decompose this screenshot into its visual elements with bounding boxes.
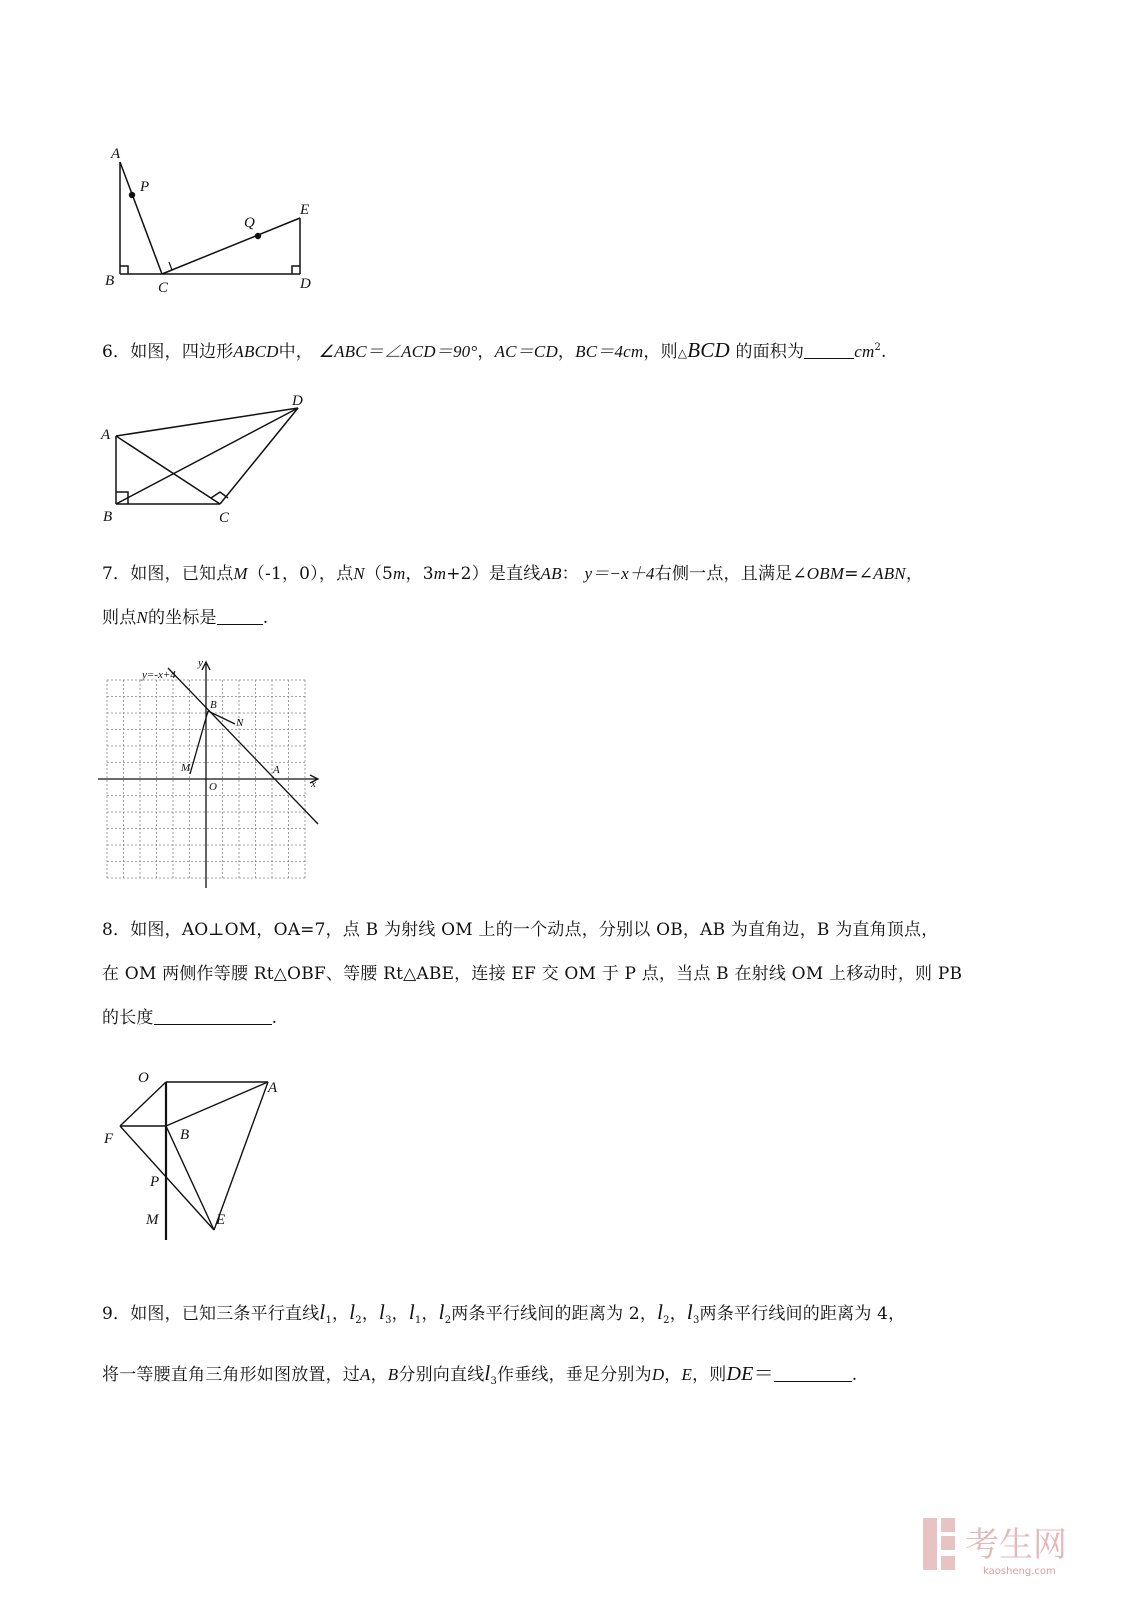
point-q [255,233,261,239]
segment-ac [116,436,220,504]
answer-blank[interactable] [217,607,263,625]
text: ＝ [753,1361,774,1385]
text: ，3 [405,564,434,584]
text: ， [361,1304,380,1324]
label-e: E [216,1212,226,1228]
figure-8-svg [98,1062,298,1252]
figure-7 [96,656,326,891]
label-a: A [268,1080,278,1096]
label-b: B [210,699,217,711]
text: M [233,564,248,583]
text: ， [905,564,924,584]
text: ， [669,1304,687,1324]
answer-blank[interactable] [804,341,854,359]
text: N [136,608,148,627]
question-8 [102,908,1039,1040]
question-number: 9． [102,1304,131,1324]
watermark-svg [921,1512,1091,1582]
text: （-1，0），点 [247,564,354,584]
label-b: B [180,1127,190,1143]
label-o: O [138,1070,149,1086]
text: 作垂线，垂足分别为 [497,1365,652,1385]
label-p: P [140,179,150,195]
question-9-line-1 [102,1286,1039,1347]
question-9-line-2 [102,1347,1039,1408]
text: ， [664,1365,682,1385]
text: OBM [806,564,845,583]
right-angle-d [292,266,300,274]
text: E [681,1365,693,1384]
label-a: A [101,427,111,443]
text: 则点 [102,608,137,628]
text: ， [332,1304,350,1324]
logo-block [941,1536,955,1550]
subscript: 2 [444,1315,452,1326]
text: =∠ [844,564,874,584]
question-number: 7． [102,564,131,584]
text: 中， [278,342,314,362]
question-8-line-1 [102,908,1039,952]
figure-5-svg [100,140,330,300]
text: 将一等腰直角三角形如图放置，过 [102,1365,360,1385]
text: 如图，AO⊥OM，OA=7，点 B 为射线 OM 上的一个动点，分别以 OB，AB 为直角边，B 为直角顶点， [130,920,939,940]
answer-blank[interactable] [154,1007,272,1025]
text: ， [370,1365,388,1385]
segment-fo [120,1082,166,1126]
text: m [433,564,447,583]
subscript: 1 [414,1315,422,1326]
label-n: N [236,717,244,729]
text: 两条平行线间的距离为 4， [699,1304,906,1324]
question-9 [102,1286,1039,1408]
label-m: M [181,762,191,774]
watermark-brand: 考生网 [965,1525,1067,1565]
text: l [686,1300,693,1324]
text: AB [540,564,562,583]
label-q: Q [244,215,255,231]
text: A [360,1365,371,1384]
segment-ae [214,1082,268,1230]
text: y＝−x＋4 [584,564,655,583]
question-7-line-1 [102,552,1039,596]
logo-bar [923,1518,937,1570]
label-x: x [311,778,316,790]
label-c: C [219,510,230,526]
question-number: 8． [102,920,131,940]
text: . [271,1008,278,1028]
line-label: y=-x+4 [142,669,176,681]
text: 如图，已知三条平行直线 [130,1304,320,1324]
label-f: F [104,1131,114,1147]
text: . [881,342,887,362]
point-p [129,192,135,198]
subscript: 3 [692,1315,700,1326]
text: △ [677,346,688,360]
text: l [319,1300,326,1324]
text: . [262,608,269,628]
subscript: 1 [325,1315,333,1326]
text: ， [477,342,495,362]
label-d: D [300,276,311,292]
text: +2）是直线 [446,564,541,584]
text: l [484,1361,491,1385]
label-y: y [198,657,203,669]
logo-block [941,1556,955,1570]
label-b: B [105,273,115,289]
text: ， [421,1304,439,1324]
text: ： [561,564,579,584]
text: m [393,564,406,583]
answer-blank[interactable] [774,1364,852,1382]
text: AC＝CD [494,342,558,361]
text: ∠ABC＝∠ACD＝90° [318,342,478,361]
figure-7-svg [96,656,326,891]
segment-be [166,1126,214,1230]
right-angle-c [162,262,172,274]
text: B [387,1365,399,1384]
text: ，则 [643,342,678,362]
logo-block [941,1518,955,1532]
text: 两条平行线间的距离为 2， [451,1304,658,1324]
question-7 [102,552,1039,640]
right-angle-b [120,266,128,274]
text: 的坐标是 [147,608,217,628]
text: l [349,1300,356,1324]
text: 的面积为 [735,342,805,362]
label-d: D [292,393,303,409]
question-6 [102,326,1039,375]
text: cm [854,342,875,361]
text: ， [557,342,576,362]
watermark [921,1512,1091,1586]
superscript: 2 [874,342,882,353]
text: l [438,1300,445,1324]
text: ， [391,1304,409,1324]
question-number: 6． [102,342,131,362]
text: ，则 [692,1365,727,1385]
figure-8 [98,1062,298,1252]
text: D [651,1365,665,1384]
text: DE [726,1363,754,1385]
segment-ce [162,218,300,274]
question-6-text [102,326,1039,375]
text: l [408,1300,415,1324]
text: 右侧一点，且满足∠ [654,564,807,584]
text: （5 [364,564,394,584]
text: ABN [873,564,906,583]
label-e: E [300,202,310,218]
text: l [379,1300,386,1324]
text: 在 OM 两侧作等腰 Rt△OBF、等腰 Rt△ABE，连接 EF 交 OM 于 P 点，当点 B 在射线 OM 上移动时，则 PB [102,964,963,984]
question-8-line-2 [102,952,1039,996]
segment-bm [190,711,208,774]
label-b: B [103,509,113,525]
subscript: 2 [663,1315,670,1326]
segment-ba [166,1082,268,1126]
figure-5 [100,140,330,300]
label-p: P [150,1174,160,1190]
label-a: A [111,146,121,162]
text: ABCD [233,342,279,361]
text: 如图，四边形 [130,342,234,362]
text: 分别向直线 [398,1365,485,1385]
text: 的长度 [102,1008,154,1028]
subscript: 3 [490,1376,497,1387]
text: BCD [687,338,730,362]
label-a: A [273,764,280,776]
watermark-logo-icon [923,1518,955,1570]
text: . [851,1365,858,1385]
figure-6 [100,388,330,528]
segment-bn [208,711,235,724]
question-7-line-2 [102,596,1039,640]
figure-6-svg [100,388,330,528]
text: N [353,564,365,583]
segment-cd [220,408,298,504]
label-m: M [146,1212,159,1228]
subscript: 2 [355,1315,362,1326]
text: l [657,1300,664,1324]
subscript: 3 [385,1315,392,1326]
text: BC＝4cm [575,342,644,361]
label-o: O [209,781,217,793]
text: 如图，已知点 [130,564,234,584]
question-8-line-3 [102,996,1039,1040]
watermark-url: kaosheng.com [983,1566,1056,1577]
label-c: C [158,280,169,296]
